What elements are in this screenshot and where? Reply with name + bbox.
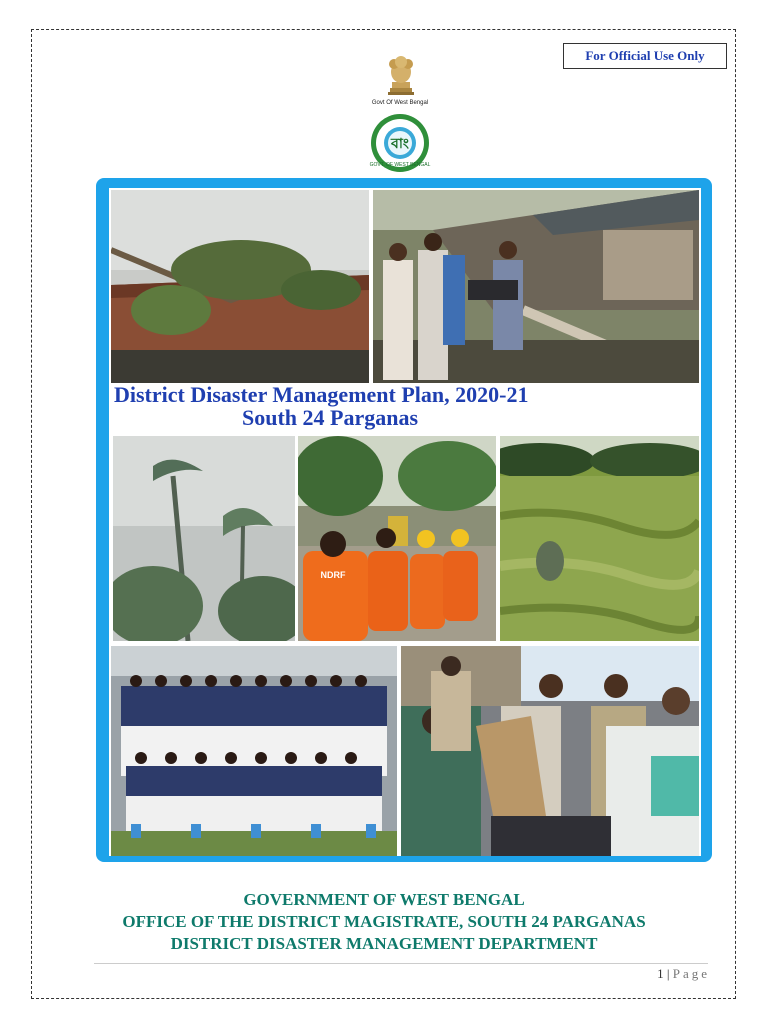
photo-damaged-roof [111, 190, 369, 383]
photo-student-volunteers [111, 646, 397, 856]
emblem-caption: Govt Of West Bengal [371, 100, 429, 106]
photo-relief-handover [373, 190, 699, 383]
seal-center-glyph: বাং [391, 136, 409, 152]
footer-department: DISTRICT DISASTER MANAGEMENT DEPARTMENT [170, 934, 598, 953]
photo-relief-distribution [401, 646, 699, 856]
photo-flattened-field [500, 436, 699, 641]
west-bengal-seal-icon [366, 112, 434, 174]
photo-ndrf-team [298, 436, 496, 641]
page-word: Page [672, 966, 710, 981]
issuing-authority [80, 889, 688, 955]
photo-storm-palms [113, 436, 295, 641]
seal-text: GOVT. OF WEST BENGAL [369, 162, 431, 168]
footer-office: OFFICE OF THE DISTRICT MAGISTRATE, SOUTH 24 PARGANAS [122, 912, 646, 931]
plan-title: District Disaster Management Plan, 2020-21 [114, 382, 529, 407]
ndrf-vest-label: NDRF [320, 570, 346, 580]
page-number [600, 966, 710, 982]
official-use-label: For Official Use Only [563, 43, 727, 69]
footer-government: GOVERNMENT OF WEST BENGAL [243, 890, 525, 909]
district-subtitle: South 24 Parganas [242, 405, 419, 430]
page-separator: | [663, 966, 673, 981]
page-number-value: 1 [657, 966, 664, 981]
footer-divider [94, 963, 708, 964]
